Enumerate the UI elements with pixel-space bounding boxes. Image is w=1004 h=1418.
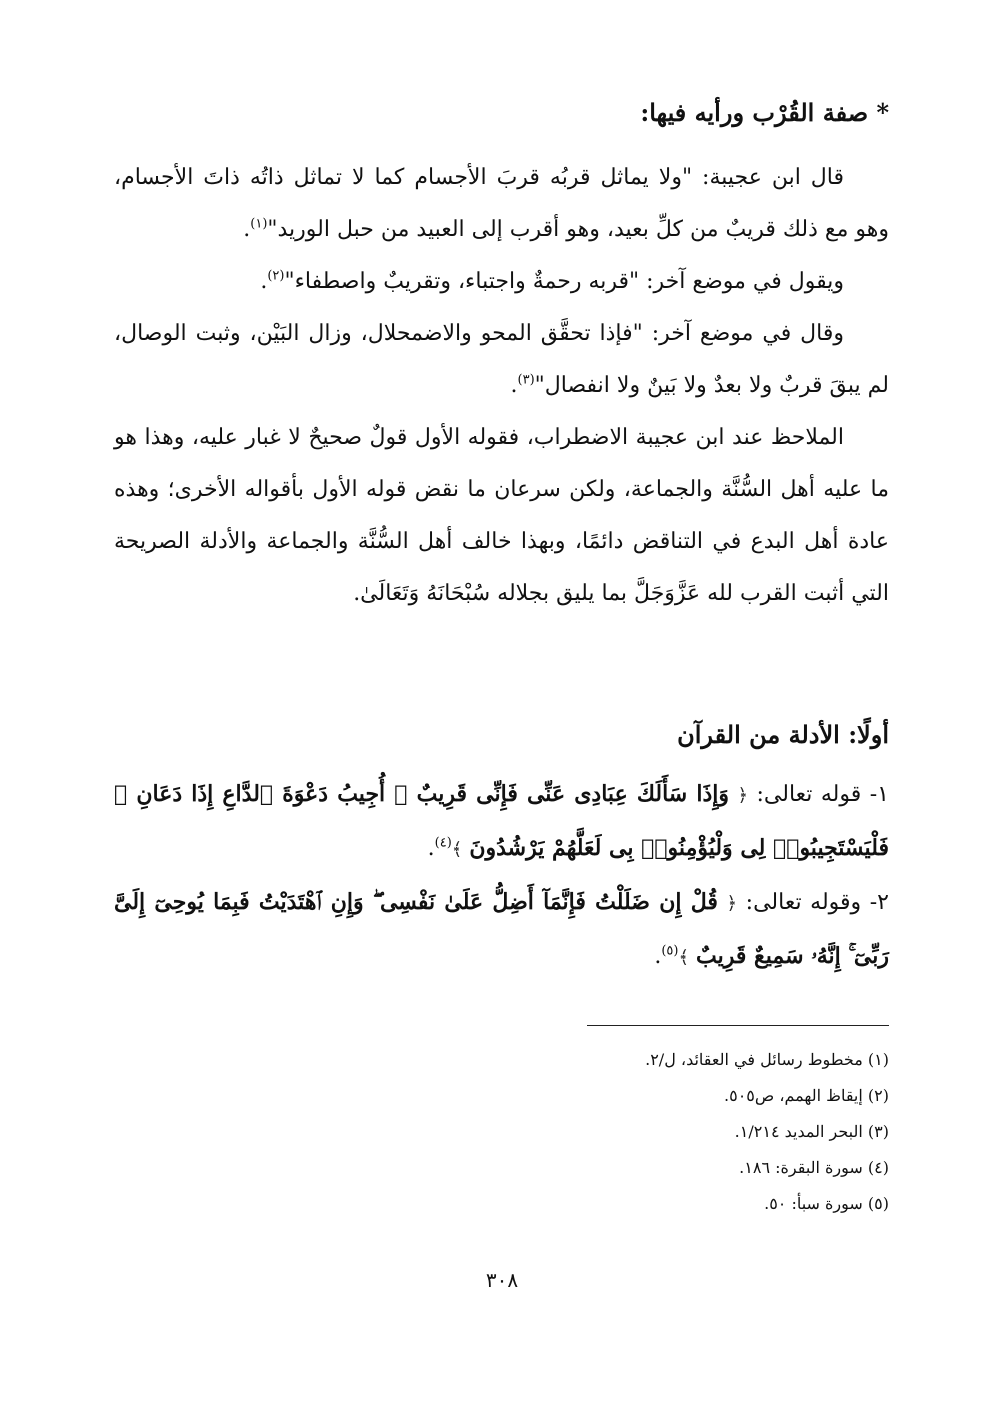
paragraph-3-end: . — [510, 373, 518, 398]
paragraph-1-end: . — [243, 217, 251, 242]
footnote-1: (١) مخطوط رسائل في العقائد، ل/٢. — [645, 1050, 889, 1069]
footnote-3: (٣) البحر المديد ١/٢١٤. — [734, 1122, 889, 1141]
page-number: ٣٠٨ — [485, 1268, 519, 1292]
paragraph-4-text: الملاحظ عند ابن عجيبة الاضطراب، فقوله الأول قولٌ صحيحٌ لا غبار عليه، وهذا هو ما عليه أهل السُّنَّة والجماعة، ولكن سرعان ما نقض قوله الأول بأقواله الأخرى؛ وهذه عادة أهل البدع في التناقض دائمًا، وبهذا خالف أهل السُّنَّة والجماعة والأدلة الصريحة التي أثبت القرب لله عَزَّوَجَلَّ بما يليق بجلاله سُبْحَانَهُ وَتَعَالَىٰ. — [114, 425, 889, 606]
verse-open-bracket: ﴿ — [726, 893, 738, 914]
section-heading: * صفة القُرْب ورأيه فيها: — [640, 98, 889, 127]
evidence-1-prefix: ١- قوله تعالى: — [756, 782, 889, 807]
evidence-2 — [114, 876, 889, 984]
evidence-2-end: . — [654, 944, 662, 969]
footnote-4: (٤) سورة البقرة: ١٨٦. — [739, 1158, 889, 1177]
verse-close-bracket: ﴾ — [678, 947, 690, 968]
paragraph-2-text: ويقول في موضع آخر: "قربه رحمةٌ واجتباء، وتقريبٌ واصطفاء" — [284, 269, 844, 294]
evidence-2-prefix: ٢- وقوله تعالى: — [745, 890, 889, 915]
footnote-ref-3: (٣) — [517, 372, 535, 388]
footnote-divider — [587, 1025, 889, 1026]
paragraph-2 — [114, 256, 889, 308]
evidence-1-verse: وَإِذَا سَأَلَكَ عِبَادِى عَنِّى فَإِنِّى قَرِيبٌ ۖ أُجِيبُ دَعْوَةَ ٱلدَّاعِ إِذَا دَعَانِ ۖ فَلْيَسْتَجِيبُوا۟ لِى وَلْيُؤْمِنُوا۟ بِى لَعَلَّهُمْ يَرْشُدُونَ — [114, 781, 889, 861]
footnotes — [489, 1042, 889, 1222]
footnote-ref-1: (١) — [250, 216, 268, 232]
paragraph-3-text: وقال في موضع آخر: "فإذا تحقَّق المحو والاضمحلال، وزال البَيْن، وثبت الوصال، لم يبقَ قربٌ ولا بعدٌ ولا بَينٌ ولا انفصال" — [114, 321, 889, 398]
verse-close-bracket: ﴾ — [451, 839, 463, 860]
body-text — [114, 152, 889, 620]
quran-heading: أولًا: الأدلة من القرآن — [677, 720, 889, 749]
evidence-1-end: . — [427, 836, 435, 861]
paragraph-1 — [114, 152, 889, 256]
paragraph-2-end: . — [260, 269, 268, 294]
paragraph-3 — [114, 308, 889, 412]
paragraph-4 — [114, 412, 889, 620]
paragraph-1-text: قال ابن عجيبة: "ولا يماثل قربُه قربَ الأجسام كما لا تماثل ذاتُه ذاتَ الأجسام، وهو مع ذلك قريبٌ من كلِّ بعيد، وهو أقرب إلى العبيد من حبل الوريد" — [114, 165, 889, 242]
verse-open-bracket: ﴿ — [737, 785, 749, 806]
footnote-2: (٢) إيقاظ الهمم، ص٥٠٥. — [724, 1086, 889, 1105]
footnote-5: (٥) سورة سبأ: ٥٠. — [764, 1194, 889, 1213]
evidence-1 — [114, 768, 889, 876]
footnote-ref-4: (٤) — [434, 835, 452, 851]
evidence-2-verse: قُلْ إِن ضَلَلْتُ فَإِنَّمَآ أَضِلُّ عَلَىٰ نَفْسِى ۖ وَإِنِ ٱهْتَدَيْتُ فَبِمَا يُوحِىٓ إِلَىَّ رَبِّىٓ ۚ إِنَّهُۥ سَمِيعٌ قَرِيبٌ — [114, 889, 889, 969]
footnote-ref-2: (٢) — [267, 268, 285, 284]
evidence-list — [114, 768, 889, 984]
footnote-ref-5: (٥) — [661, 943, 679, 959]
